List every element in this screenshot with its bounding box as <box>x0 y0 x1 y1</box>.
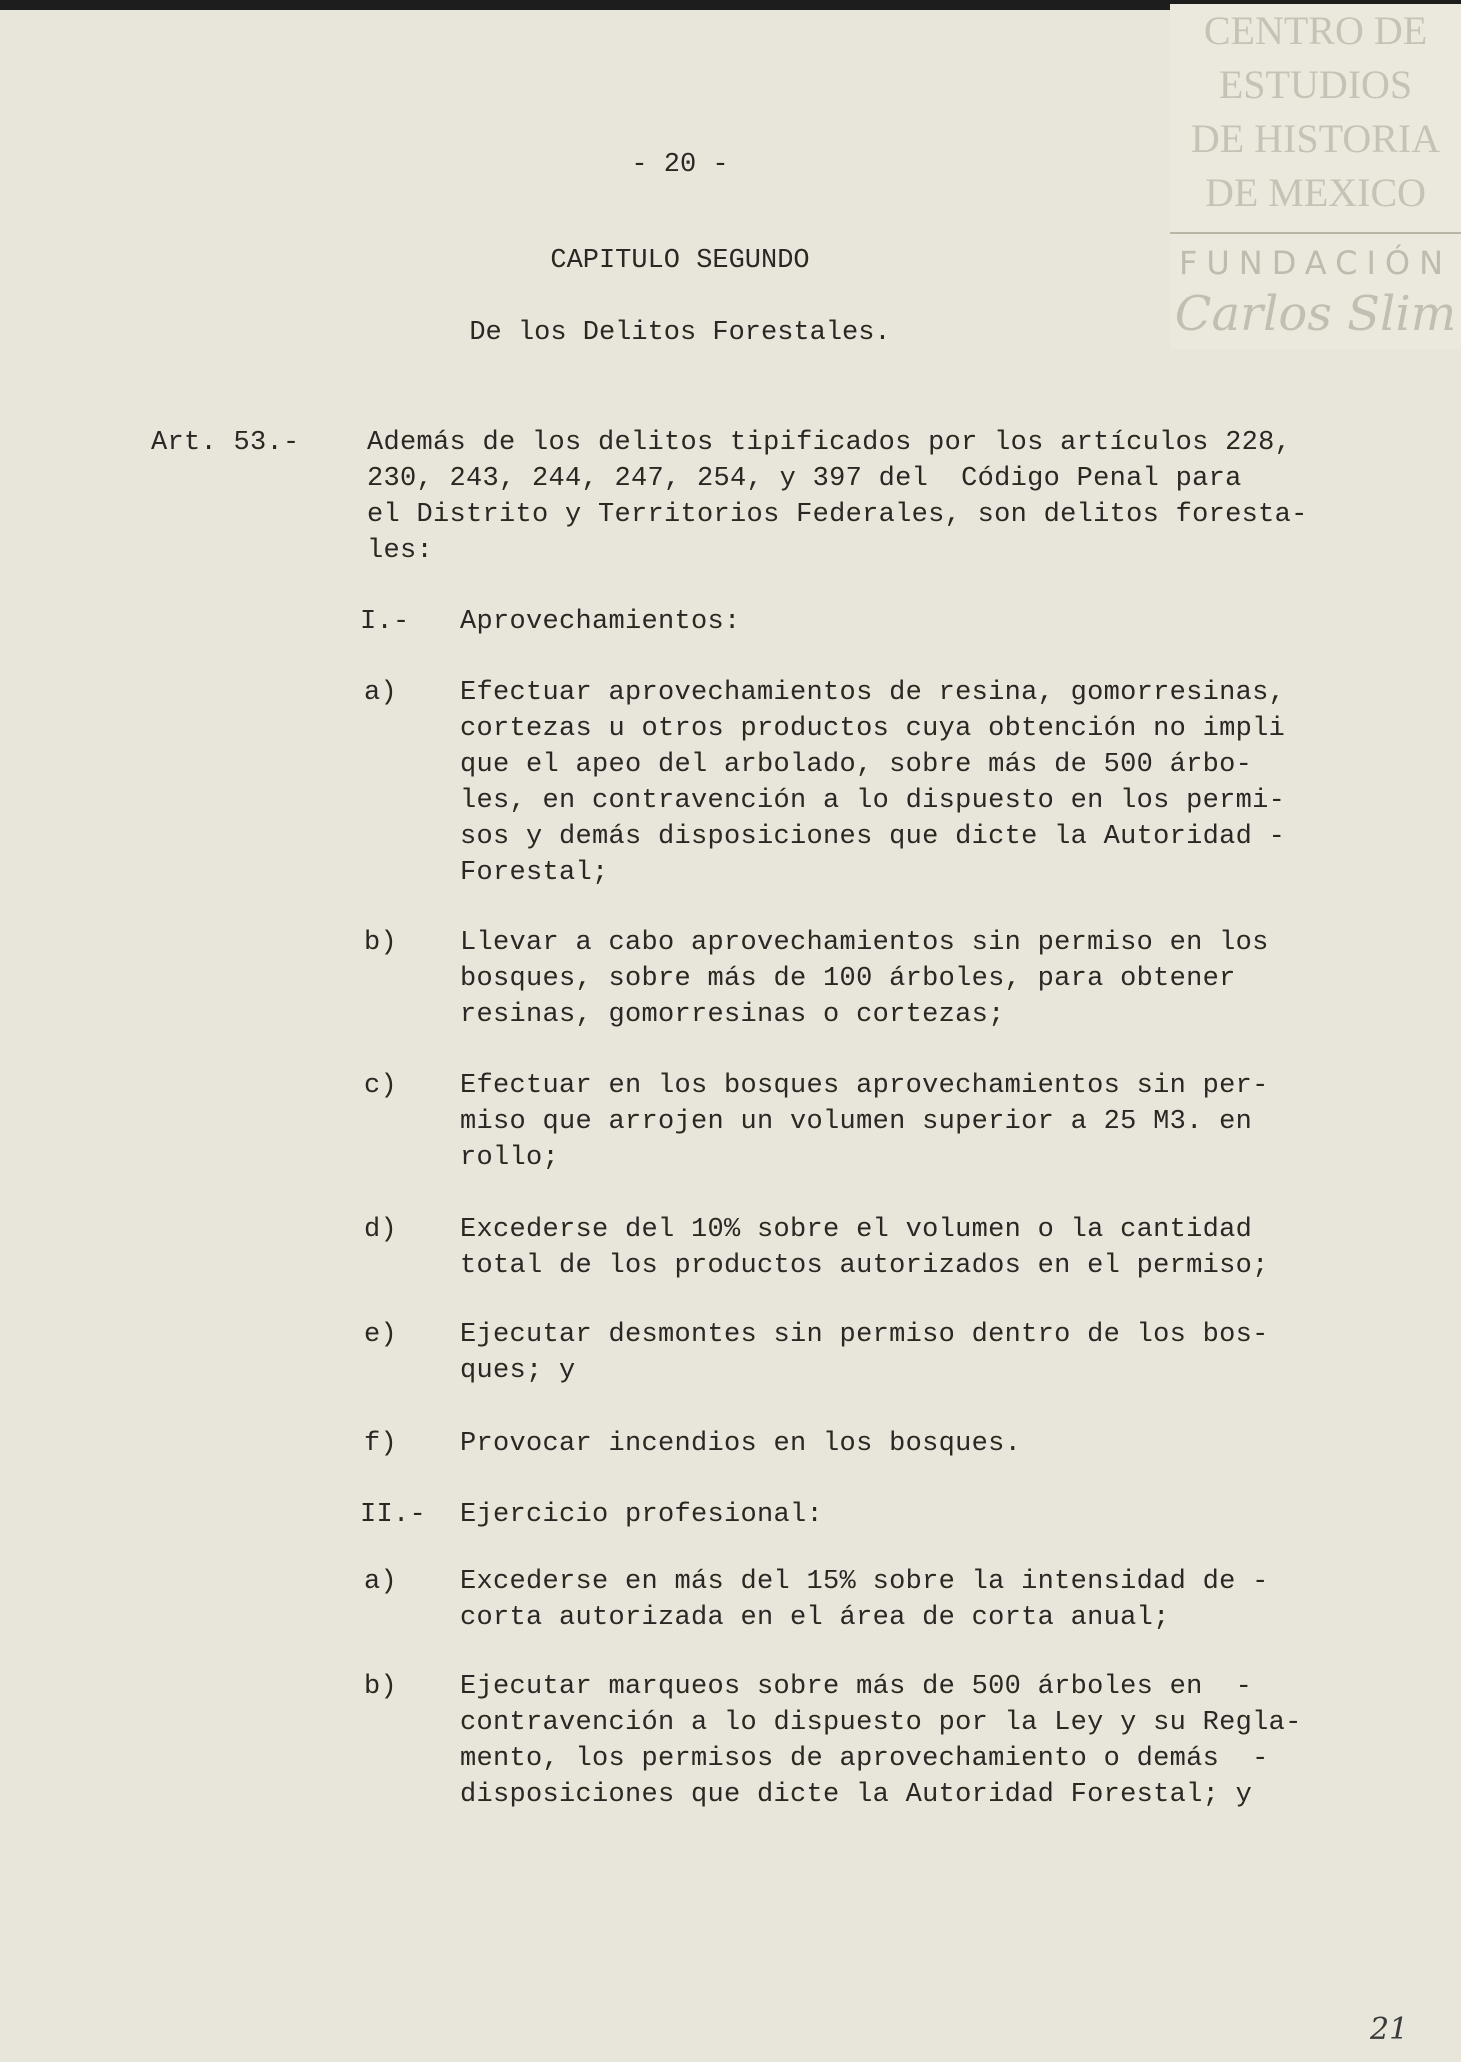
item-label: f) <box>364 1429 398 1459</box>
item-text-line: Excederse en más del 15% sobre la intensidad de - <box>460 1567 1269 1597</box>
item-text-line: corta autorizada en el área de corta anual; <box>460 1603 1170 1633</box>
article-text-line: les: <box>367 536 434 566</box>
item-text-line: disposiciones que dicte la Autoridad Forestal; y <box>460 1780 1253 1810</box>
watermark-line: ESTUDIOS <box>1218 62 1413 107</box>
item-text-line: contravención a lo dispuesto por la Ley y su Regla- <box>460 1708 1302 1738</box>
item-label: b) <box>364 928 398 958</box>
watermark-line: CENTRO DE <box>1203 8 1428 53</box>
item-text-line: Excederse del 10% sobre el volumen o la cantidad <box>460 1215 1253 1245</box>
watermark-line: DE MEXICO <box>1204 170 1427 215</box>
item-text-line: rollo; <box>460 1143 560 1173</box>
article-label: Art. 53.- <box>151 428 300 458</box>
item-label: a) <box>364 1567 398 1597</box>
section-label: II.- <box>360 1500 427 1530</box>
item-text-line: bosques, sobre más de 100 árboles, para obtener <box>460 964 1236 994</box>
item-text-line: total de los productos autorizados en el permiso; <box>460 1251 1269 1281</box>
item-text-line: Llevar a cabo aprovechamientos sin permiso en los <box>460 928 1269 958</box>
item-text-line: cortezas u otros productos cuya obtención no impli <box>460 714 1286 744</box>
section-title: Aprovechamientos: <box>460 607 741 637</box>
item-label: b) <box>364 1672 398 1702</box>
section-title: Ejercicio profesional: <box>460 1500 824 1530</box>
item-text-line: sos y demás disposiciones que dicte la Autoridad - <box>460 822 1286 852</box>
item-text-line: resinas, gomorresinas o cortezas; <box>460 1000 1005 1030</box>
item-text-line: Ejecutar marqueos sobre más de 500 árboles en - <box>460 1672 1253 1702</box>
item-text-line: mento, los permisos de aprovechamiento o demás - <box>460 1744 1269 1774</box>
watermark-line: DE HISTORIA <box>1190 116 1441 161</box>
item-text-line: que el apeo del arbolado, sobre más de 500 árbo- <box>460 750 1253 780</box>
article-text-line: Además de los delitos tipificados por los artículos 228, <box>367 428 1292 458</box>
item-label: d) <box>364 1215 398 1245</box>
item-text-line: Forestal; <box>460 858 609 888</box>
item-text-line: Ejecutar desmontes sin permiso dentro de los bos- <box>460 1320 1269 1350</box>
item-text-line: ques; y <box>460 1356 576 1386</box>
chapter-title: CAPITULO SEGUNDO <box>550 246 810 276</box>
item-label: e) <box>364 1320 398 1350</box>
item-text-line: les, en contravención a lo dispuesto en los permi- <box>460 786 1286 816</box>
item-label: c) <box>364 1071 398 1101</box>
page-number: - 20 - <box>631 150 729 180</box>
watermark-fundacion: FUNDACIÓN <box>1178 244 1453 282</box>
section-label: I.- <box>360 607 410 637</box>
handwritten-page-number: 21 <box>1370 2012 1409 2047</box>
chapter-subtitle: De los Delitos Forestales. <box>469 318 891 348</box>
article-text-line: 230, 243, 244, 247, 254, y 397 del Código Penal para <box>367 464 1242 494</box>
item-text-line: Efectuar en los bosques aprovechamientos sin per- <box>460 1071 1269 1101</box>
item-text-line: Provocar incendios en los bosques. <box>460 1429 1022 1459</box>
item-text-line: Efectuar aprovechamientos de resina, gomorresinas, <box>460 678 1286 708</box>
item-label: a) <box>364 678 398 708</box>
item-text-line: miso que arrojen un volumen superior a 25 M3. en <box>460 1107 1253 1137</box>
watermark-divider <box>1170 232 1461 234</box>
article-text-line: el Distrito y Territorios Federales, son delitos foresta- <box>367 500 1308 530</box>
watermark-signature: Carlos Slim <box>1174 286 1457 342</box>
